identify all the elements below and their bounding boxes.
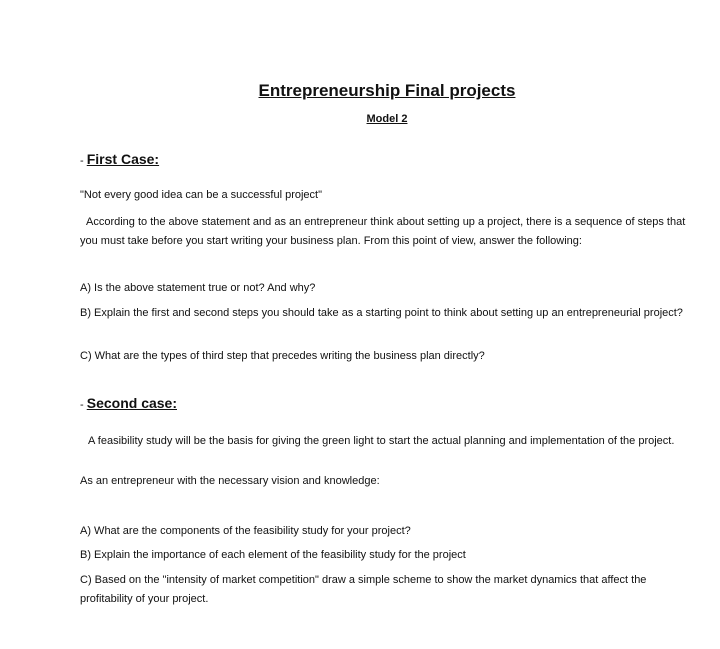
document-title: Entrepreneurship Final projects — [258, 81, 516, 100]
heading-dash: - — [80, 155, 87, 167]
first-case-intro: According to the above statement and as an entrepreneur think about setting up a project, there is a sequence of steps that you must take before you start writing your business plan. From this point of view, answer the following: — [80, 216, 686, 247]
first-case-quote: "Not every good idea can be a successful project" — [80, 189, 322, 201]
document-subtitle: Model 2 — [366, 113, 408, 125]
second-case-heading — [80, 395, 177, 411]
first-case-heading-text: First Case: — [86, 151, 160, 167]
first-case-question-a: A) Is the above statement true or not? And why? — [80, 282, 316, 294]
heading-dash: - — [80, 399, 87, 411]
first-case-heading — [80, 151, 159, 167]
second-case-intro: A feasibility study will be the basis for giving the green light to start the actual planning and implementation of the project. — [88, 435, 675, 447]
first-case-question-b: B) Explain the first and second steps you should take as a starting point to think about setting up an entrepreneurial project? — [80, 307, 683, 319]
second-case-question-c: C) Based on the "intensity of market competition" draw a simple scheme to show the market dynamics that affect the profitability of your project. — [80, 574, 647, 605]
second-case-heading-text: Second case: — [86, 395, 177, 411]
second-case-lead: As an entrepreneur with the necessary vision and knowledge: — [80, 475, 380, 487]
second-case-question-a: A) What are the components of the feasibility study for your project? — [80, 525, 411, 537]
second-case-question-b: B) Explain the importance of each element of the feasibility study for the project — [80, 549, 466, 561]
first-case-question-c: C) What are the types of third step that precedes writing the business plan directly? — [80, 350, 485, 362]
